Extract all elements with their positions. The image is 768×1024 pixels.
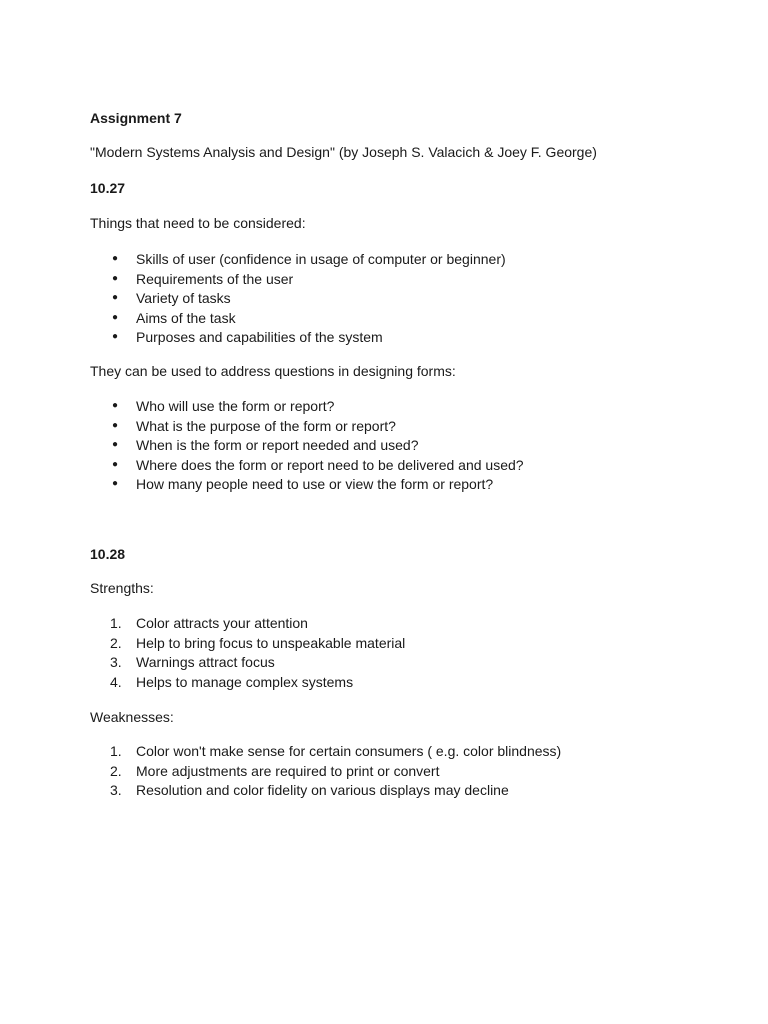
weaknesses-label: Weaknesses: <box>90 709 174 725</box>
bullet-icon: ● <box>112 439 119 450</box>
list-item: ● Variety of tasks <box>112 290 231 306</box>
list-item: ● Skills of user (confidence in usage of computer or beginner) <box>112 251 506 267</box>
weaknesses-list <box>110 742 561 801</box>
bullet-icon: ● <box>112 331 119 342</box>
questions-list <box>110 397 524 495</box>
list-item: ● Requirements of the user <box>112 270 294 287</box>
section-heading-10-28: 10.28 <box>90 546 126 562</box>
bullet-icon: ● <box>112 478 119 489</box>
list-item: 2. Help to bring focus to unspeakable material <box>110 634 406 651</box>
list-item: ● Purposes and capabilities of the system <box>112 329 383 345</box>
list-item: 4. Helps to manage complex systems <box>110 673 354 690</box>
page-title: Assignment 7 <box>90 110 182 126</box>
list-item: 3. Resolution and color fidelity on various displays may decline <box>110 782 509 798</box>
bullet-icon: ● <box>112 272 119 284</box>
bullet-icon: ● <box>112 458 119 470</box>
considerations-list <box>110 250 506 348</box>
list-item: ● Aims of the task <box>112 309 236 326</box>
list-item: ● What is the purpose of the form or report? <box>112 417 396 434</box>
bullet-icon: ● <box>112 419 119 431</box>
strengths-list <box>110 614 405 692</box>
bullet-icon: ● <box>112 311 119 323</box>
list-item: ● Where does the form or report need to be delivered and used? <box>112 456 524 473</box>
list-item: 1. Color attracts your attention <box>110 615 308 631</box>
list-item: 3. Warnings attract focus <box>110 654 275 670</box>
list-item: 2. More adjustments are required to print or convert <box>110 762 440 779</box>
questions-intro: They can be used to address questions in designing forms: <box>90 363 456 379</box>
list-item: ● When is the form or report needed and used? <box>112 437 419 453</box>
book-reference: "Modern Systems Analysis and Design" (by Joseph S. Valacich & Joey F. George) <box>90 144 597 160</box>
bullet-icon: ● <box>112 253 119 264</box>
bullet-icon: ● <box>112 292 119 303</box>
section-heading-10-27: 10.27 <box>90 180 126 196</box>
list-item: ● Who will use the form or report? <box>112 398 335 414</box>
strengths-label: Strengths: <box>90 580 154 596</box>
list-item: 1. Color won't make sense for certain consumers ( e.g. color blindness) <box>110 743 562 759</box>
list-item: ● How many people need to use or view the form or report? <box>112 476 494 492</box>
bullet-icon: ● <box>112 400 119 411</box>
considerations-intro: Things that need to be considered: <box>90 215 306 231</box>
